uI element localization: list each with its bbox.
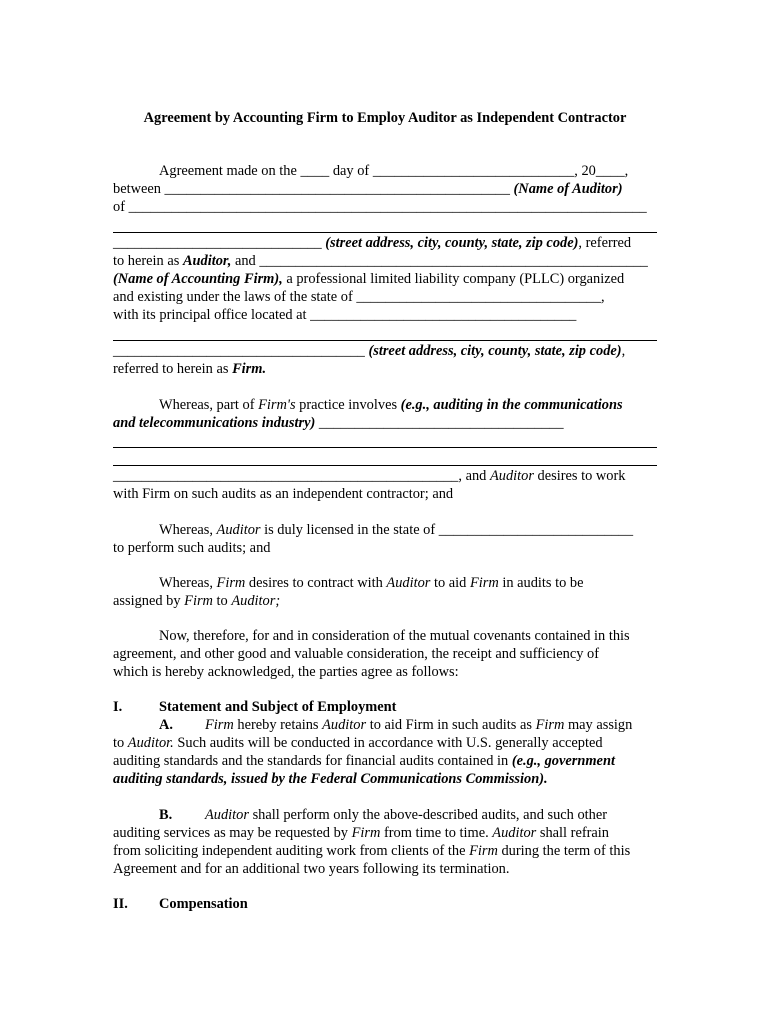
opening-line-8: and existing under the laws of the state of __________________________________, [113, 289, 605, 305]
firm-address-blank[interactable]: ___________________________________ [113, 343, 365, 359]
year-blank[interactable]: ____ [595, 163, 625, 179]
firm-office-blank[interactable]: _____________________________________ [310, 307, 577, 323]
section-1a-line-1: Firm hereby retains Auditor to aid Firm in such audits as Firm may assign [205, 717, 633, 733]
industry-blank[interactable]: __________________________________ [318, 415, 564, 431]
section-1a-label: A. [159, 717, 173, 733]
whereas-1-line-1: Whereas, part of Firm's practice involves (e.g., auditing in the communications [159, 397, 623, 413]
section-1b-line-4: Agreement and for an additional two years following its termination. [113, 861, 510, 877]
document-title: Agreement by Accounting Firm to Employ Auditor as Independent Contractor [143, 110, 627, 126]
whereas-2-line-1: Whereas, Auditor is duly licensed in the state of ___________________________ [159, 522, 634, 538]
auditor-address-blank[interactable]: _____________________________ [113, 235, 322, 251]
section-1b-label: B. [159, 807, 173, 823]
section-1b-line-2: auditing services as may be requested by Firm from time to time. Auditor shall refrain [113, 825, 610, 841]
whereas-3-line-2: assigned by Firm to Auditor; [113, 593, 281, 609]
whereas-1-line-6: with Firm on such audits as an independent contractor; and [113, 486, 454, 502]
section-1a-line-4: auditing standards, issued by the Federal Communications Commission). [113, 771, 548, 787]
license-state-blank[interactable]: ___________________________ [438, 522, 634, 538]
now-therefore-line-3: which is hereby acknowledged, the parties agree as follows: [113, 664, 459, 680]
now-therefore-line-1: Now, therefore, for and in consideration of the mutual covenants contained in this [159, 628, 630, 644]
section-1-heading: Statement and Subject of Employment [159, 699, 397, 715]
industry-cont-blank[interactable]: ________________________________________________ [113, 468, 459, 484]
opening-line-3: of ________________________________________________________________________ [113, 199, 647, 215]
whereas-1-line-2: and telecommunications industry) __________________________________ [113, 415, 564, 431]
auditor-address-rule[interactable] [113, 232, 657, 233]
industry-rule-2[interactable] [113, 465, 657, 466]
month-blank[interactable]: ____________________________ [372, 163, 575, 179]
whereas-3-line-1: Whereas, Firm desires to contract with Auditor to aid Firm in audits to be [159, 575, 584, 591]
opening-line-1: Agreement made on the ____ day of ____________________________, 20____, [159, 163, 629, 179]
section-1b-line-1: Auditor shall perform only the above-described audits, and such other [205, 807, 608, 823]
section-2-heading: Compensation [159, 896, 248, 912]
section-1b-line-3: from soliciting independent auditing work from clients of the Firm during the term of this [113, 843, 631, 859]
section-1a-line-2: to Auditor. Such audits will be conducted in accordance with U.S. generally accepted [113, 735, 603, 751]
now-therefore-line-2: agreement, and other good and valuable consideration, the receipt and sufficiency of [113, 646, 600, 662]
firm-state-blank[interactable]: __________________________________ [356, 289, 602, 305]
firm-name-blank[interactable]: ______________________________________________________ [259, 253, 648, 269]
auditor-name-blank[interactable]: ________________________________________________ [164, 181, 510, 197]
opening-line-12: referred to herein as Firm. [113, 361, 267, 377]
opening-line-9: with its principal office located at _____________________________________ [113, 307, 577, 323]
auditor-of-blank[interactable]: ________________________________________________________________________ [128, 199, 647, 215]
opening-line-5: _____________________________ (street address, city, county, state, zip code), referred [113, 235, 632, 251]
section-1a-line-3: auditing standards and the standards for financial audits contained in (e.g., government [113, 753, 615, 769]
opening-line-2: between ________________________________________________ (Name of Auditor) [113, 181, 623, 197]
opening-line-6: to herein as Auditor, and ______________________________________________________ [113, 253, 648, 269]
opening-line-7: (Name of Accounting Firm), a professional limited liability company (PLLC) organized [113, 271, 625, 287]
section-2-number: II. [113, 896, 128, 912]
section-1-number: I. [113, 699, 123, 715]
whereas-2-line-2: to perform such audits; and [113, 540, 271, 556]
industry-rule-1[interactable] [113, 447, 657, 448]
whereas-1-line-5: ________________________________________________, and Auditor desires to work [113, 468, 626, 484]
firm-address-rule[interactable] [113, 340, 657, 341]
day-blank[interactable]: ____ [300, 163, 330, 179]
opening-line-11: ___________________________________ (street address, city, county, state, zip code), [113, 343, 626, 359]
